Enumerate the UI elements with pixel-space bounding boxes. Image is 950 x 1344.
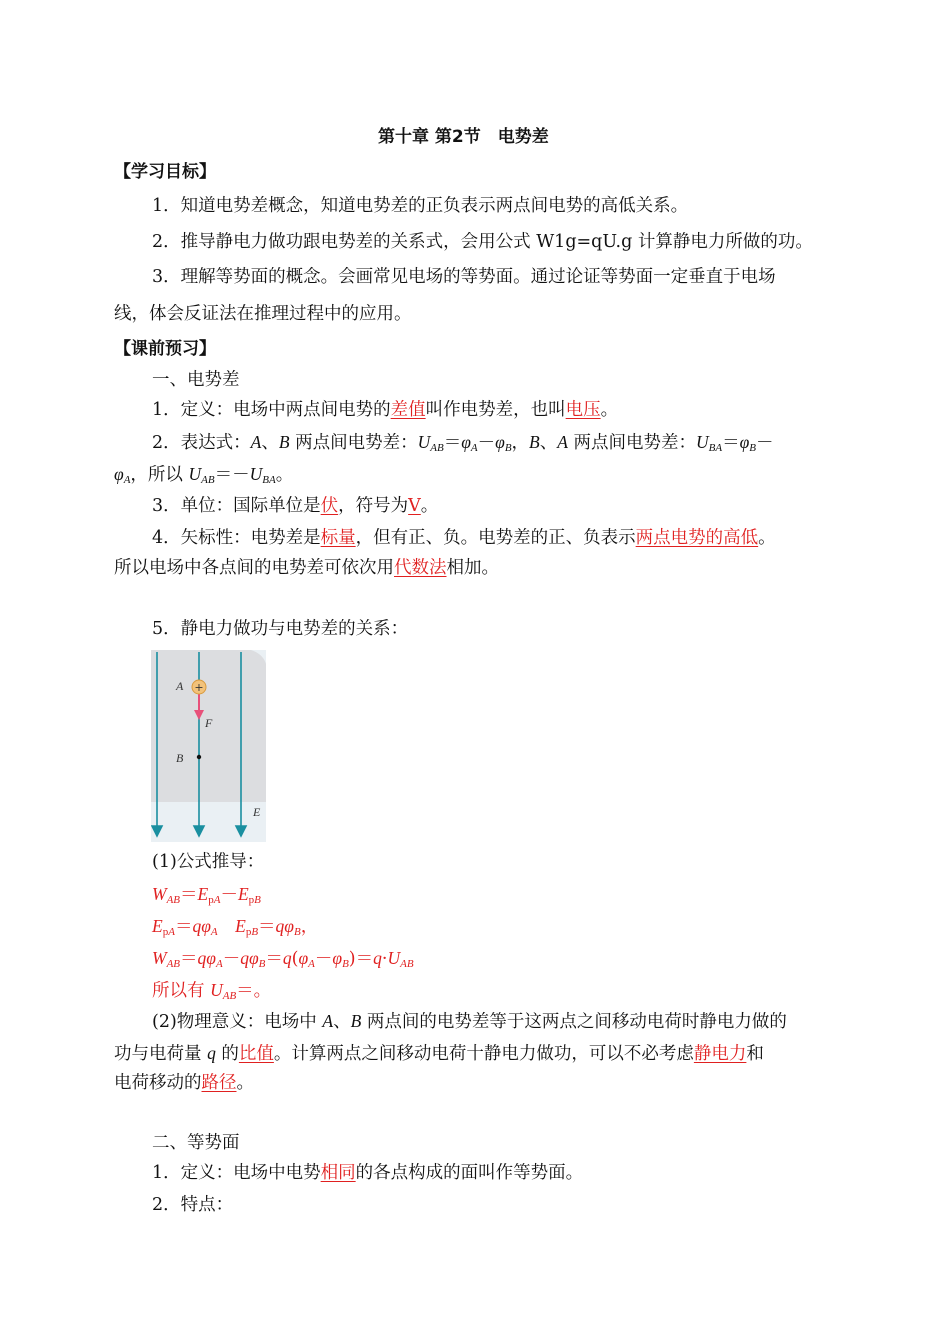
text-segment: U	[696, 432, 709, 452]
text-segment: 两点间电势差：	[289, 433, 418, 453]
text-segment: 。	[758, 528, 776, 548]
text-segment: AB	[166, 894, 181, 906]
text-segment: A	[123, 474, 131, 486]
text-line	[152, 399, 618, 421]
text-segment: B	[749, 442, 757, 454]
text-segment: ＝	[174, 917, 193, 937]
text-segment: 2．表达式：	[152, 433, 251, 453]
answer-blank: 伏	[320, 496, 339, 516]
text-segment: 1．定义：电场中电势	[152, 1163, 321, 1183]
text-segment: A	[210, 926, 218, 938]
text-segment: 。	[420, 496, 439, 516]
answer-blank: 相同	[320, 1163, 356, 1183]
text-line	[152, 979, 271, 1007]
text-segment: ＝－	[214, 465, 250, 485]
answer-blank: 电压	[565, 400, 601, 420]
point-b	[197, 755, 201, 759]
text-segment: p	[248, 894, 255, 906]
text-line	[114, 1072, 254, 1094]
text-segment: ，符号为	[338, 496, 409, 516]
text-segment: 【学习目标】	[114, 162, 216, 182]
text-line	[152, 915, 318, 943]
text-segment: A	[215, 958, 223, 970]
text-segment: W	[152, 948, 167, 968]
answer-blank: 比值	[238, 1044, 274, 1064]
label-f: F	[205, 716, 213, 730]
text-line	[152, 851, 264, 873]
text-segment: B	[529, 432, 540, 452]
text-segment: B	[293, 926, 301, 938]
text-segment: －	[314, 949, 333, 969]
text-segment: 叫作电势差，也叫	[425, 400, 566, 420]
text-segment: φ	[739, 432, 750, 452]
text-segment: 。	[600, 400, 619, 420]
text-segment: 1．知道电势差概念，知道电势差的正负表示两点间电势的高低关系。	[152, 196, 689, 216]
text-segment: 、	[333, 1012, 351, 1032]
text-line	[114, 303, 412, 325]
text-segment: B	[504, 442, 512, 454]
text-segment: (	[291, 949, 299, 969]
text-segment: ，	[511, 433, 530, 453]
answer-blank: 两点电势的高低	[635, 528, 759, 548]
text-segment: U	[387, 948, 401, 968]
text-segment: )＝	[348, 949, 374, 969]
text-segment: B	[278, 432, 290, 452]
answer-blank: 静电力	[693, 1044, 747, 1064]
text-segment: 4．矢标性：电势差是	[152, 528, 321, 548]
text-line	[152, 1194, 233, 1216]
text-segment: qφ	[192, 916, 211, 936]
text-segment: qφ	[275, 916, 294, 936]
text-segment: E	[235, 916, 246, 936]
text-segment: B	[342, 958, 349, 970]
text-segment: ，所以	[130, 465, 189, 485]
section-heading	[114, 161, 216, 183]
text-line	[114, 463, 293, 491]
text-segment: 3．理解等势面的概念。会画常见电场的等势面。通过论证等势面一定垂直于电场	[152, 267, 776, 287]
page-title: 第十章 第2节 电势差	[378, 127, 549, 147]
text-line	[152, 369, 240, 391]
text-segment: 。	[275, 465, 294, 485]
text-line	[152, 618, 408, 640]
text-segment: －	[756, 433, 774, 453]
text-segment: B	[254, 894, 261, 906]
text-segment: 电荷移动的	[114, 1073, 202, 1093]
text-segment: p	[162, 926, 169, 938]
text-segment: ＝	[265, 949, 283, 969]
text-segment: q	[282, 948, 292, 968]
text-segment: ＝	[180, 885, 198, 905]
text-segment: 线，体会反证法在推理过程中的应用。	[114, 304, 412, 324]
text-segment: qφ	[197, 948, 216, 968]
text-segment: 的	[215, 1044, 239, 1064]
text-segment: 所以有	[152, 981, 211, 1001]
text-line	[114, 557, 499, 579]
text-segment: φ	[495, 432, 505, 452]
text-line	[152, 947, 414, 975]
text-segment: AB	[430, 442, 444, 454]
text-segment: A	[308, 958, 315, 970]
text-segment: 二、等势面	[152, 1133, 240, 1153]
answer-blank: 标量	[320, 528, 356, 548]
text-segment: B	[258, 958, 266, 970]
text-segment: A	[470, 442, 478, 454]
text-segment: BA	[262, 474, 276, 486]
text-segment: A	[213, 894, 221, 906]
text-segment: U	[210, 980, 223, 1000]
text-segment: 功与电荷量	[114, 1044, 208, 1064]
label-b: B	[176, 751, 184, 765]
text-segment: q	[373, 948, 382, 968]
text-segment: U	[249, 464, 263, 484]
text-segment: BA	[708, 442, 723, 454]
label-e: E	[253, 805, 261, 819]
text-segment: 两点间电势差：	[567, 433, 697, 453]
text-segment: 相加。	[446, 558, 499, 578]
text-segment: －	[220, 885, 238, 905]
text-segment: 两点间的电势差等于这两点之间移动电荷时静电力做的	[361, 1012, 787, 1032]
text-line	[114, 1042, 764, 1065]
label-a: A	[176, 679, 184, 693]
text-segment: AB	[222, 990, 237, 1002]
text-segment: －	[222, 949, 241, 969]
text-segment: q	[207, 1043, 216, 1063]
text-line	[152, 231, 813, 253]
text-segment: A	[557, 432, 568, 452]
text-segment: (1)公式推导：	[152, 852, 265, 872]
text-line	[152, 495, 438, 517]
text-segment: (2)物理意义：电场中	[152, 1012, 323, 1032]
answer-blank: V	[408, 496, 421, 516]
section-heading	[114, 338, 216, 360]
text-segment: 1．定义：电场中两点间电势的	[152, 400, 391, 420]
text-segment: p	[245, 926, 252, 938]
text-segment: ＝	[443, 433, 462, 453]
text-segment: 、	[539, 433, 558, 453]
text-segment: 5．静电力做功与电势差的关系：	[152, 619, 409, 639]
text-segment: AB	[201, 474, 215, 486]
text-segment: ·	[381, 949, 388, 969]
text-segment: A	[322, 1011, 334, 1031]
text-segment: A	[168, 926, 175, 938]
text-segment: φ	[114, 464, 124, 484]
text-segment: φ	[298, 948, 309, 968]
text-segment: 的各点构成的面叫作等势面。	[355, 1163, 584, 1183]
text-line	[152, 195, 688, 217]
text-segment: 和	[746, 1044, 764, 1064]
answer-blank: 路径	[201, 1073, 237, 1093]
text-line	[152, 883, 261, 911]
text-segment: 2．特点：	[152, 1195, 234, 1215]
text-segment: E	[237, 884, 249, 904]
answer-blank: 差值	[390, 400, 426, 420]
text-segment: A	[250, 432, 262, 452]
text-segment	[218, 917, 236, 937]
text-segment: －	[477, 433, 496, 453]
text-segment: U	[188, 464, 202, 484]
text-segment: 【课前预习】	[114, 339, 216, 359]
text-segment: U	[417, 432, 431, 452]
text-segment: 2．推导静电力做功跟电势差的关系式，会用公式 W1g=qU.g 计算静电力所做的功。	[152, 232, 813, 252]
text-segment: qφ	[240, 948, 259, 968]
text-segment: B	[251, 926, 259, 938]
text-segment: 一、电势差	[152, 370, 240, 390]
text-segment: 所以电场中各点间的电势差可依次用	[114, 558, 394, 578]
text-segment: AB	[166, 958, 181, 970]
text-segment: φ	[332, 948, 343, 968]
text-line	[152, 1162, 583, 1184]
text-segment: ＝	[722, 433, 740, 453]
electric-field-figure	[151, 650, 266, 842]
text-segment: ，	[300, 917, 319, 937]
text-segment: 3．单位：国际单位是	[152, 496, 321, 516]
text-line	[152, 1132, 240, 1154]
answer-blank: 代数法	[394, 558, 447, 578]
text-segment: E	[152, 916, 163, 936]
text-segment: E	[197, 884, 209, 904]
text-segment: ＝	[258, 917, 276, 937]
text-segment: B	[350, 1011, 362, 1031]
text-segment: W	[152, 884, 167, 904]
text-segment: φ	[461, 432, 471, 452]
text-line	[152, 1010, 787, 1033]
text-segment: 、	[261, 433, 279, 453]
text-segment: ＝。	[236, 981, 272, 1001]
text-segment: p	[208, 894, 214, 906]
text-segment: 。	[236, 1073, 254, 1093]
charge-sign: +	[194, 681, 204, 694]
text-segment: 。计算两点之间移动电荷十静电力做功，可以不必考虑	[273, 1044, 694, 1064]
text-line	[152, 527, 776, 549]
text-line	[152, 266, 776, 288]
text-line	[152, 431, 774, 459]
text-segment: ，但有正、负。电势差的正、负表示	[355, 528, 636, 548]
text-segment: ＝	[180, 949, 198, 969]
text-segment: AB	[400, 958, 414, 970]
